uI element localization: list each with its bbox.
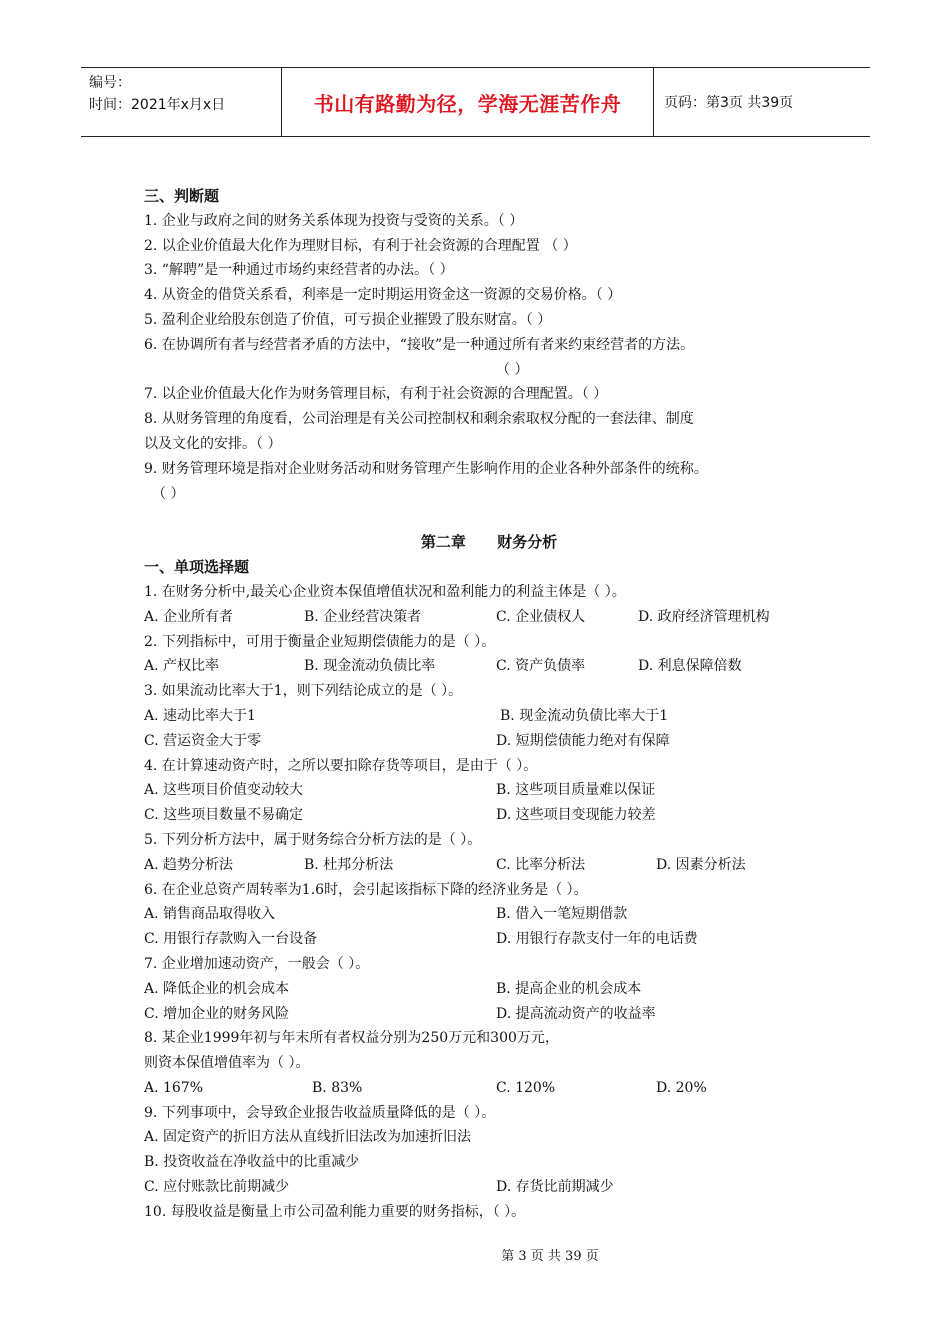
option: A. 趋势分析法 [144,856,234,873]
judgment-item: 6. 在协调所有者与经营者矛盾的方法中，“接收”是一种通过所有者来约束经营者的方法。 [144,336,695,353]
option: A. 固定资产的折旧方法从直线折旧法改为加速折旧法 [144,1129,472,1146]
options-row [144,1076,834,1101]
question: 3. 如果流动比率大于1，则下列结论成立的是（ ）。 [144,683,463,700]
judgment-item: 9. 财务管理环境是指对企业财务活动和财务管理产生影响作用的企业各种外部条件的统称。 [144,460,708,477]
option: C. 用银行存款购入一台设备 [144,931,318,948]
option: A. 销售商品取得收入 [144,906,276,923]
page-footer: 第 3 页 共 39 页 [501,1249,599,1264]
options-row [144,803,834,828]
section-title-single-choice: 一、单项选择题 [144,558,250,577]
header-motto: 书山有路勤为径，学海无涯苦作舟 [282,68,654,136]
judgment-item: 5. 盈利企业给股东创造了价值，可亏损企业摧毁了股东财富。（ ） [144,311,552,328]
question: 8. 某企业1999年初与年末所有者权益分别为250万元和300万元， [144,1030,559,1047]
option: A. 速动比率大于1 [144,707,256,724]
question: 4. 在计算速动资产时，之所以要扣除存货等项目，是由于（ ）。 [144,757,538,774]
option: B. 这些项目质量难以保证 [496,782,656,799]
options-row [144,778,834,803]
option: C. 资产负债率 [496,658,586,675]
options-row [144,853,834,878]
option: D. 利息保障倍数 [638,658,742,675]
option: B. 现金流动负债比率大于1 [500,707,669,724]
options-row [144,977,834,1002]
options-row [144,704,834,729]
question: 2. 下列指标中，可用于衡量企业短期偿债能力的是（ ）。 [144,633,496,650]
options-row [144,902,834,927]
question: 1. 在财务分析中,最关心企业资本保值增值状况和盈利能力的利益主体是（ ）。 [144,583,626,600]
judgment-item-continuation: （ ） [496,361,529,378]
option: A. 产权比率 [144,658,220,675]
question: 9. 下列事项中，会导致企业报告收益质量降低的是（ ）。 [144,1104,496,1121]
option: B. 投资收益在净收益中的比重减少 [144,1154,360,1171]
question: 10. 每股收益是衡量上市公司盈利能力重要的财务指标，（ ）。 [144,1203,526,1220]
option: D. 这些项目变现能力较差 [496,807,656,824]
judgment-item: 8. 从财务管理的角度看，公司治理是有关公司控制权和剩余索取权分配的一套法律、制度 [144,411,694,428]
option: A. 这些项目价值变动较大 [144,782,304,799]
page-header [81,67,870,137]
header-number: 编号： [89,75,131,91]
options-row [144,729,834,754]
option: D. 政府经济管理机构 [638,608,770,625]
option: D. 短期偿债能力绝对有保障 [496,732,670,749]
judgment-item: 1. 企业与政府之间的财务关系体现为投资与受资的关系。（ ） [144,212,524,229]
option: B. 现金流动负债比率 [304,658,436,675]
header-page-number: 页码：第3页 共39页 [664,95,794,111]
options-row [144,654,834,679]
options-row [144,1175,834,1200]
document-body [144,184,834,1225]
options-row [144,1002,834,1027]
judgment-item-continuation: （ ） [152,485,185,502]
options-row [144,605,834,630]
judgment-item: 2. 以企业价值最大化作为理财目标，有利于社会资源的合理配置 （ ） [144,237,577,254]
judgment-item-continuation: 以及文化的安排。（ ） [144,435,282,452]
chapter-title: 第二章 财务分析 [420,533,558,552]
option: C. 120% [496,1079,556,1096]
option: A. 167% [144,1079,204,1096]
section-title-judgment: 三、判断题 [144,187,220,205]
option: A. 降低企业的机会成本 [144,980,290,997]
option: B. 企业经营决策者 [304,608,422,625]
question: 6. 在企业总资产周转率为1.6时，会引起该指标下降的经济业务是（ ）。 [144,881,588,898]
option: B. 借入一笔短期借款 [496,906,628,923]
option: B. 提高企业的机会成本 [496,980,642,997]
option: C. 企业债权人 [496,608,586,625]
option: D. 20% [656,1079,707,1096]
option: D. 用银行存款支付一年的电话费 [496,931,698,948]
question: 5. 下列分析方法中，属于财务综合分析方法的是（ ）。 [144,831,482,848]
option: D. 提高流动资产的收益率 [496,1005,656,1022]
option: C. 营运资金大于零 [144,732,262,749]
option: C. 增加企业的财务风险 [144,1005,290,1022]
option: B. 杜邦分析法 [304,856,394,873]
option: D. 因素分析法 [656,856,746,873]
option: C. 这些项目数量不易确定 [144,807,304,824]
option: D. 存货比前期减少 [496,1179,614,1196]
judgment-item: 3. “解聘”是一种通过市场约束经营者的办法。（ ） [144,262,454,279]
option: B. 83% [312,1079,363,1096]
judgment-item: 4. 从资金的借贷关系看，利率是一定时期运用资金这一资源的交易价格。（ ） [144,287,622,304]
header-date: 时间：2021年x月x日 [89,97,226,113]
judgment-item: 7. 以企业价值最大化作为财务管理目标，有利于社会资源的合理配置。（ ） [144,386,608,403]
option: C. 比率分析法 [496,856,586,873]
question: 7. 企业增加速动资产，一般会（ ）。 [144,955,370,972]
header-meta [81,68,282,136]
options-row [144,927,834,952]
option: A. 企业所有者 [144,608,234,625]
option: C. 应付账款比前期减少 [144,1179,290,1196]
question-continuation: 则资本保值增值率为（ ）。 [144,1055,310,1072]
